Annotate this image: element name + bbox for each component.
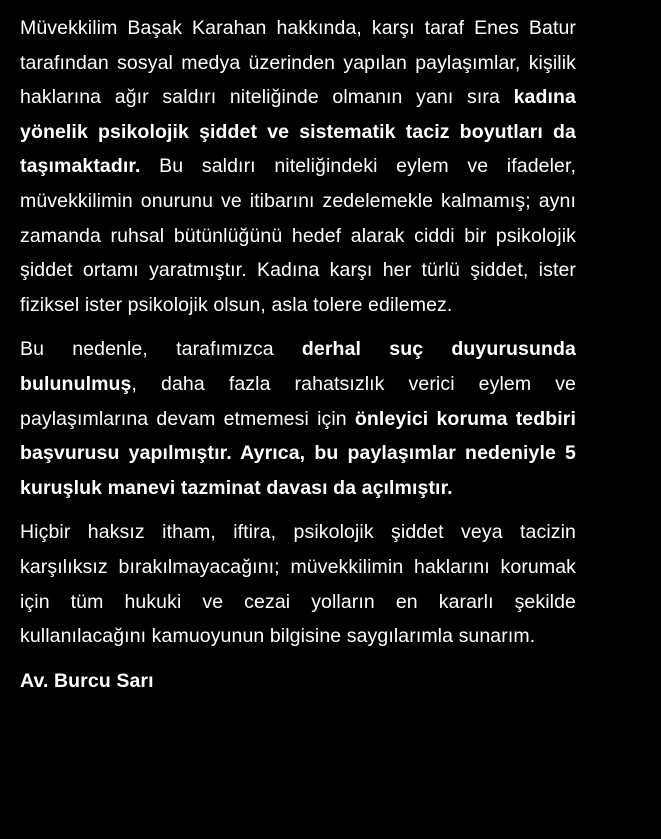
- paragraph-3: [20, 515, 576, 653]
- press-statement: [20, 11, 576, 698]
- paragraph-3-text: Hiçbir haksız itham, iftira, psikolojik şiddet veya tacizin karşılıksız bırakılmayacağını; müvekkilimin haklarını korumak için tüm hukuki ve cezai yolların en kararlı şekilde kullanılacağını kamuoyunun bilgisine saygılarımla sunarım.: [20, 521, 576, 648]
- paragraph-1-continuation: Bu saldırı niteliğindeki eylem ve ifadeler, müvekkilimin onurunu ve itibarını zedelemekle kalmamış; aynı zamanda ruhsal bütünlüğünü hedef alarak ciddi bir psikolojik şiddet ortamı yaratmıştır. Kadına karşı her türlü şiddet, ister fiziksel ister psikolojik olsun, asla tolere edilemez.: [20, 155, 576, 316]
- paragraph-1-emphasis: kadına yönelik psikolojik şiddet ve sistematik taciz boyutları da taşımaktadır.: [20, 86, 576, 178]
- paragraph-1-text: Müvekkilim Başak Karahan hakkında, karşı taraf Enes Batur tarafından sosyal medya üzerinden yapılan paylaşımlar, kişilik haklarına ağır saldırı niteliğinde olmanın yanı sıra: [20, 17, 576, 109]
- paragraph-1: [20, 11, 576, 322]
- paragraph-2-emphasis-complaint: derhal suç duyurusunda bulunulmuş: [20, 338, 576, 395]
- paragraph-2-continuation: , daha fazla rahatsızlık verici eylem ve paylaşımlarına devam etmemesi için: [20, 372, 576, 430]
- signature: Av. Burcu Sarı: [20, 669, 154, 692]
- paragraph-2-emphasis-measures: önleyici koruma tedbiri başvurusu yapılmıştır. Ayrıca, bu paylaşımlar nedeniyle 5 kuruşluk manevi tazminat davası da açılmıştır.: [20, 407, 576, 499]
- paragraph-2: [20, 332, 576, 505]
- paragraph-2-text: Bu nedenle, tarafımızca: [20, 338, 302, 361]
